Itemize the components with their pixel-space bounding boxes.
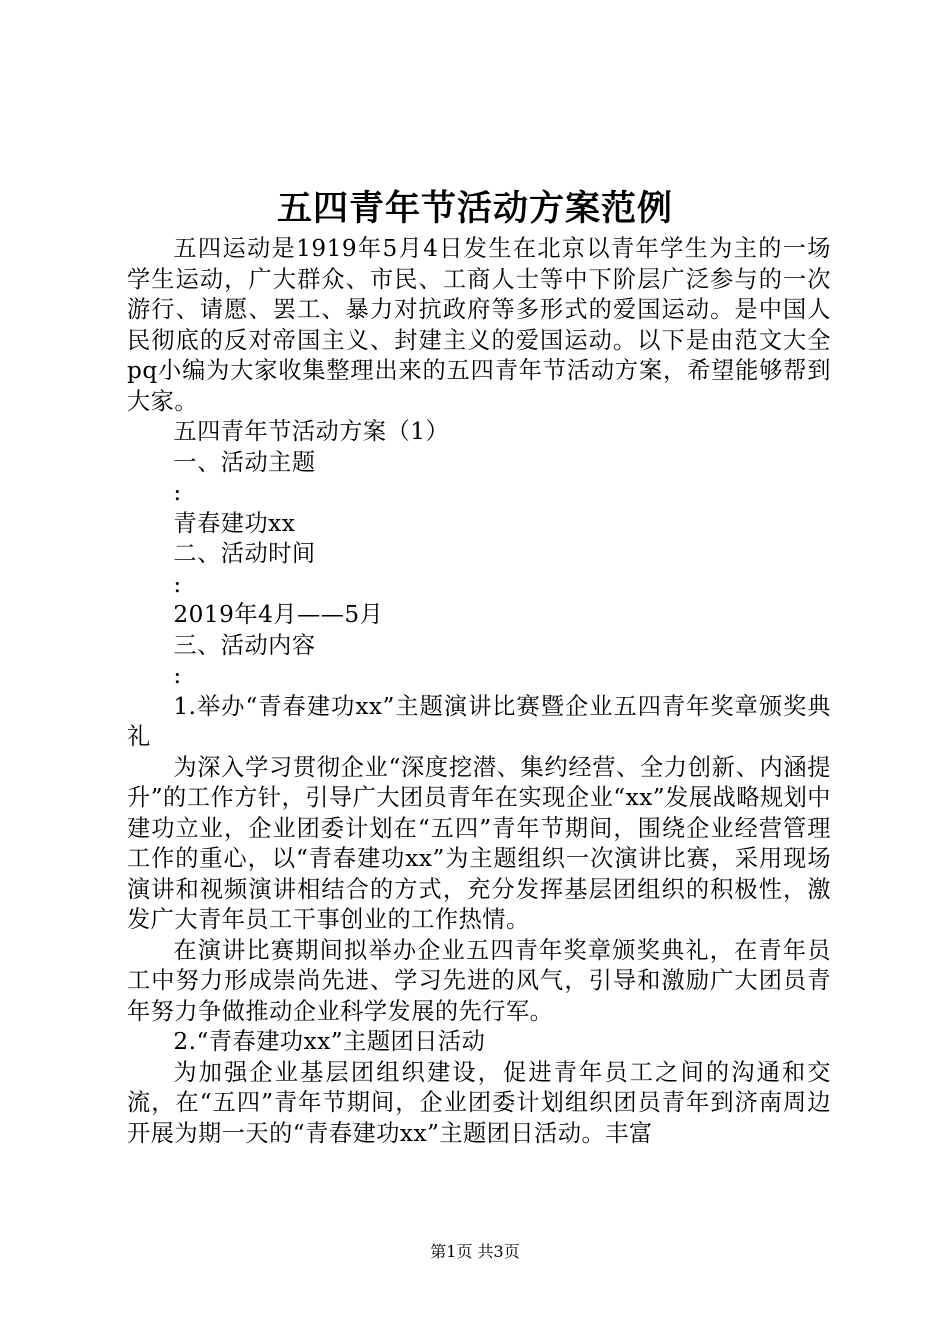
intro-paragraph: 五四运动是1919年5月4日发生在北京以青年学生为主的一场学生运动，广大群众、市民、工商人士等中下阶层广泛参与的一次游行、请愿、罢工、暴力对抗政府等多形式的爱国运动。是中国人民彻底的反对帝国主义、封建主义的爱国运动。以下是由范文大全pq小编为大家收集整理出来的五四青年节活动方案，希望能够帮到大家。 (127, 235, 831, 415)
content-item-1-paragraph: 为深入学习贯彻企业“深度挖潜、集约经营、全力创新、内涵提升”的工作方针，引导广大团员青年在实现企业“xx”发展战略规划中建功立业，企业团委计划在“五四”青年节期间，围绕企业经营管理工作的重心，以“青春建功xx”为主题组织一次演讲比赛，采用现场演讲和视频演讲相结合的方式，充分发挥基层团组织的积极性，激发广大青年员工干事创业的工作热情。 (127, 753, 831, 933)
content-item-1-heading: 1.举办“青春建功xx”主题演讲比赛暨企业五四青年奖章颁奖典礼 (127, 692, 831, 750)
content-item-1-paragraph-2: 在演讲比赛期间拟举办企业五四青年奖章颁奖典礼，在青年员工中努力形成崇尚先进、学习先进的风气，引导和激励广大团员青年努力争做推动企业科学发展的先行军。 (127, 936, 831, 1025)
page-footer: 第1页 共3页 (430, 1242, 520, 1261)
section-heading-theme: 一、活动主题 (173, 448, 316, 476)
content-item-2-paragraph: 为加强企业基层团组织建设，促进青年员工之间的沟通和交流，在“五四”青年节期间，企业团委计划组织团员青年到济南周边开展为期一天的“青春建功xx”主题团日活动。丰富 (127, 1058, 831, 1147)
time-value: 2019年4月——5月 (173, 601, 384, 628)
section-heading-content: 三、活动内容 (173, 631, 316, 659)
plan-heading: 五四青年节活动方案（1） (173, 418, 450, 445)
theme-value: 青春建功xx (173, 509, 296, 537)
colon-line: : (173, 479, 182, 506)
section-heading-time: 二、活动时间 (173, 540, 316, 567)
colon-line: : (173, 662, 182, 689)
colon-line: : (173, 570, 182, 598)
document-body (127, 234, 831, 1149)
document-title: 五四青年节活动方案范例 (276, 188, 673, 229)
content-item-2-heading: 2.“青春建功xx”主题团日活动 (173, 1028, 486, 1055)
